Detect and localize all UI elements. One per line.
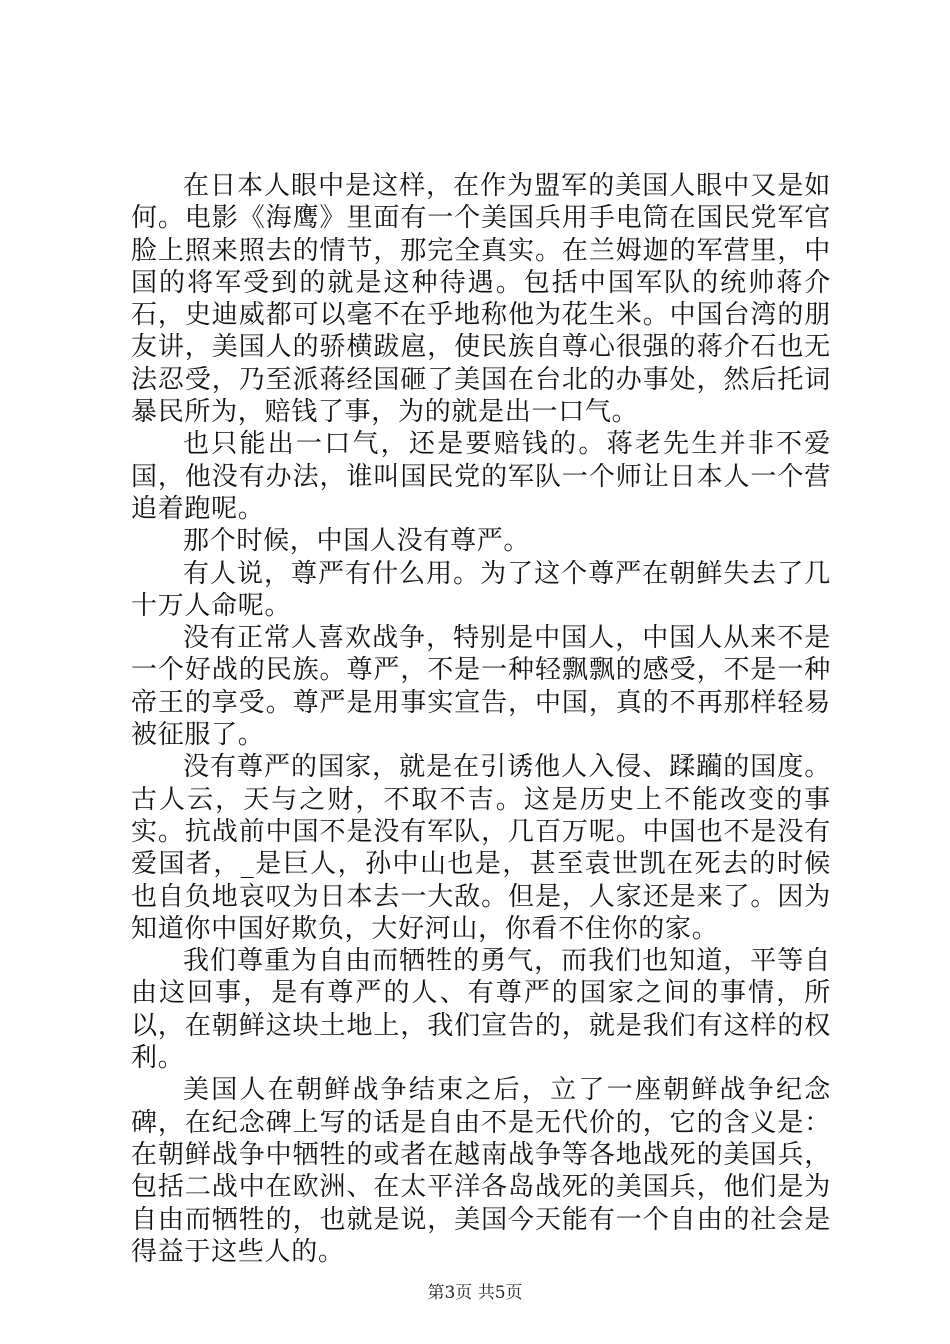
document-body bbox=[131, 170, 831, 1268]
paragraph: 也只能出一口气，还是要赔钱的。蒋老先生并非不爱国，他没有办法，谁叫国民党的军队一个师让日本人一个营追着跑呢。 bbox=[131, 429, 831, 524]
paragraph: 那个时候，中国人没有尊严。 bbox=[183, 526, 531, 557]
page-number-footer: 第3页 共5页 bbox=[427, 1283, 523, 1303]
paragraph: 没有尊严的国家，就是在引诱他人入侵、蹂躏的国度。古人云，天与之财，不取不吉。这是历史上不能改变的事实。抗战前中国不是没有军队，几百万呢。中国也不是没有爱国者，_是巨人，孙中山也是，甚至袁世凯在死去的时候也自负地哀叹为日本去一大敌。但是，人家还是来了。因为知道你中国好欺负，大好河山，你看不住你的家。 bbox=[131, 752, 831, 944]
paragraph: 我们尊重为自由而牺牲的勇气，而我们也知道，平等自由这回事，是有尊严的人、有尊严的国家之间的事情，所以，在朝鲜这块土地上，我们宣告的，就是我们有这样的权利。 bbox=[131, 946, 831, 1074]
paragraph: 有人说，尊严有什么用。为了这个尊严在朝鲜失去了几十万人命呢。 bbox=[131, 558, 831, 621]
paragraph: 在日本人眼中是这样，在作为盟军的美国人眼中又是如何。电影《海鹰》里面有一个美国兵用手电筒在国民党军官脸上照来照去的情节，那完全真实。在兰姆迦的军营里，中国的将军受到的就是这种待遇。包括中国军队的统帅蒋介石，史迪威都可以毫不在乎地称他为花生米。中国台湾的朋友讲，美国人的骄横跋扈，使民族自尊心很强的蒋介石也无法忍受，乃至派蒋经国砸了美国在台北的办事处，然后托词暴民所为，赔钱了事，为的就是出一口气。 bbox=[131, 171, 831, 428]
paragraph: 美国人在朝鲜战争结束之后，立了一座朝鲜战争纪念碑，在纪念碑上写的话是自由不是无代价的，它的含义是：在朝鲜战争中牺牲的或者在越南战争等各地战死的美国兵，包括二战中在欧洲、在太平洋各岛战死的美国兵，他们是为自由而牺牲的，也就是说，美国今天能有一个自由的社会是得益于这些人的。 bbox=[131, 1075, 831, 1267]
paragraph: 没有正常人喜欢战争，特别是中国人，中国人从来不是一个好战的民族。尊严，不是一种轻飘飘的感受，不是一种帝王的享受。尊严是用事实宣告，中国，真的不再那样轻易被征服了。 bbox=[131, 623, 831, 751]
